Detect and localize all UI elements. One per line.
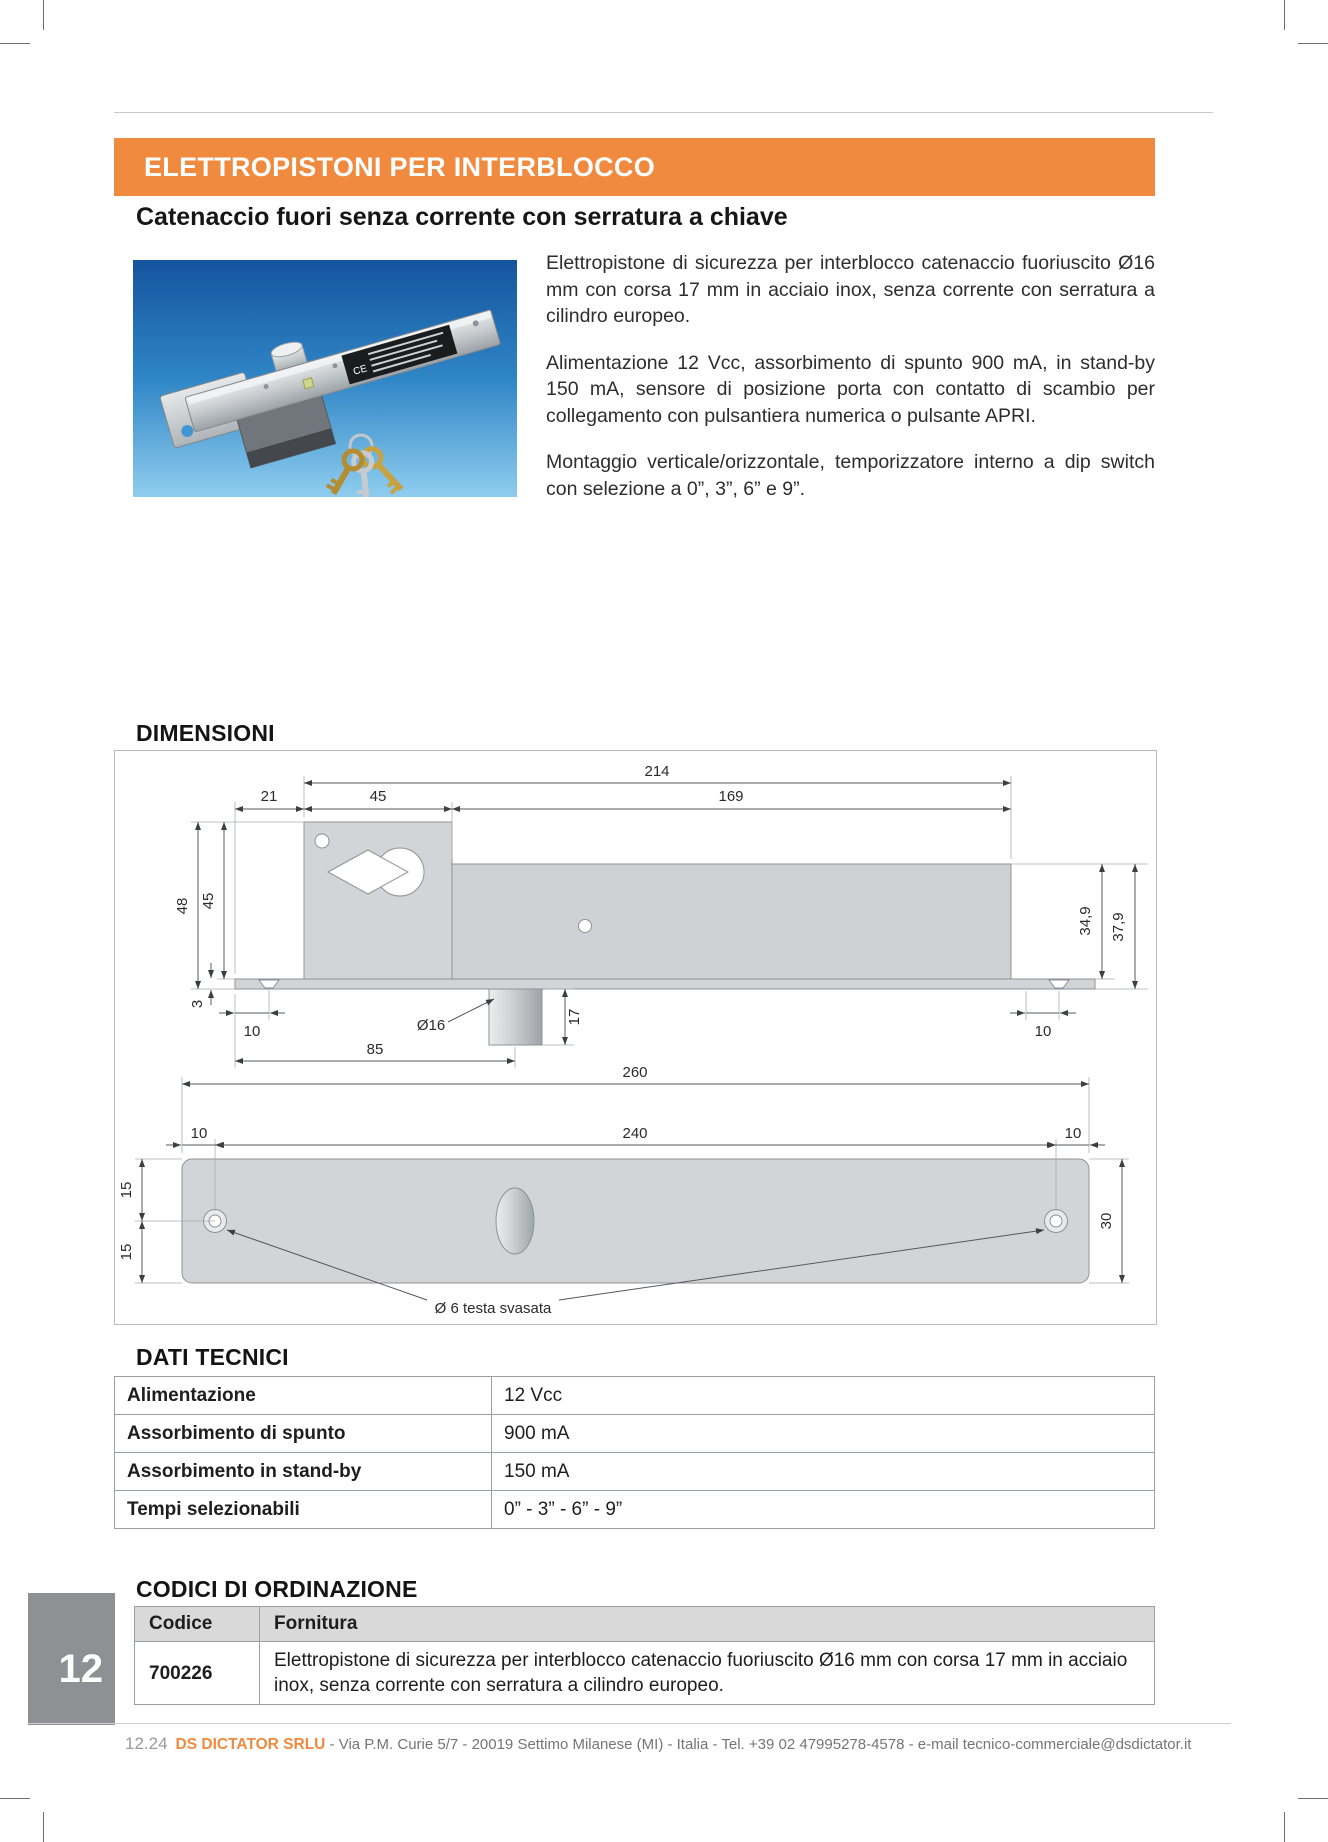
dim-45-top: 45 bbox=[369, 788, 387, 805]
tech-data-heading: DATI TECNICI bbox=[136, 1344, 289, 1370]
order-supply: Elettropistone di sicurezza per interblocco catenaccio fuoriuscito Ø16 mm con corsa 17 mm in acciaio inox, senza corrente con serratura a cilindro europeo. bbox=[260, 1642, 1155, 1705]
dim-34-9: 34,9 bbox=[1077, 906, 1094, 936]
dim-15-bottom: 15 bbox=[118, 1243, 135, 1261]
product-description bbox=[546, 250, 1155, 522]
dim-3: 3 bbox=[189, 999, 206, 1009]
table-header-row bbox=[135, 1607, 1155, 1642]
dim-diameter-16: Ø16 bbox=[416, 1017, 446, 1034]
description-paragraph-2: Alimentazione 12 Vcc, assorbimento di spunto 900 mA, in stand-by 150 mA, sensore di posizione porta con contatto di scambio per collegamento con pulsantiera numerica o pulsante APRI. bbox=[546, 351, 1155, 427]
tech-value: 12 Vcc bbox=[492, 1377, 1155, 1415]
countersunk-hole-note: Ø 6 testa svasata bbox=[434, 1300, 552, 1317]
order-col-code: Codice bbox=[135, 1607, 260, 1642]
dim-10-left: 10 bbox=[243, 1023, 261, 1040]
top-divider bbox=[114, 112, 1213, 113]
description-paragraph-1: Elettropistone di sicurezza per interblocco catenaccio fuoriuscito Ø16 mm con corsa 17 mm in acciaio inox, senza corrente con serratura a cilindro europeo. bbox=[546, 252, 1155, 327]
side-view bbox=[235, 822, 1095, 1045]
dim-15-top: 15 bbox=[118, 1181, 135, 1199]
product-subtitle: Catenaccio fuori senza corrente con serratura a chiave bbox=[136, 203, 788, 231]
dim-37-9: 37,9 bbox=[1110, 912, 1127, 942]
bolt bbox=[489, 989, 542, 1045]
dimension-drawing bbox=[115, 751, 1156, 1324]
dim-45-left: 45 bbox=[200, 892, 217, 910]
section-header-bar bbox=[114, 138, 1155, 196]
order-codes-heading: CODICI DI ORDINAZIONE bbox=[136, 1576, 418, 1602]
table-row bbox=[135, 1642, 1155, 1705]
order-col-supply: Fornitura bbox=[260, 1607, 1155, 1642]
dim-10-right: 10 bbox=[1034, 1023, 1052, 1040]
tech-value: 150 mA bbox=[492, 1453, 1155, 1491]
tech-label: Assorbimento in stand-by bbox=[115, 1453, 492, 1491]
company-name: DS DICTATOR SRLU bbox=[175, 1736, 326, 1753]
product-photo bbox=[133, 260, 517, 497]
dim-169: 169 bbox=[718, 788, 744, 805]
table-row bbox=[115, 1491, 1155, 1529]
order-code: 700226 bbox=[135, 1642, 260, 1705]
dim-260: 260 bbox=[622, 1064, 648, 1081]
table-row bbox=[115, 1415, 1155, 1453]
tech-label: Tempi selezionabili bbox=[115, 1491, 492, 1529]
footer bbox=[125, 1734, 1191, 1754]
dimensions-heading: DIMENSIONI bbox=[136, 720, 275, 746]
chapter-tab bbox=[28, 1593, 115, 1725]
table-row bbox=[115, 1377, 1155, 1415]
dim-85: 85 bbox=[366, 1041, 384, 1058]
ce-mark: CE bbox=[352, 363, 369, 378]
dim-10-plan-right: 10 bbox=[1064, 1125, 1082, 1142]
tech-label: Alimentazione bbox=[115, 1377, 492, 1415]
tech-value: 900 mA bbox=[492, 1415, 1155, 1453]
section-title: ELETTROPISTONI PER INTERBLOCCO bbox=[144, 151, 656, 182]
chapter-number: 12 bbox=[58, 1647, 103, 1691]
page-number: 12.24 bbox=[125, 1734, 168, 1753]
dimension-drawing-box bbox=[114, 750, 1157, 1325]
tech-data-table bbox=[114, 1376, 1155, 1529]
order-codes-table bbox=[134, 1606, 1155, 1705]
dim-214: 214 bbox=[644, 763, 670, 780]
description-paragraph-3: Montaggio verticale/orizzontale, temporizzatore interno a dip switch con selezione a 0”, 3”, 6” e 9”. bbox=[546, 451, 1155, 500]
tech-value: 0” - 3” - 6” - 9” bbox=[492, 1491, 1155, 1529]
company-address: - Via P.M. Curie 5/7 - 20019 Settimo Milanese (MI) - Italia - Tel. +39 02 47995278-4578 - e-mail tecnico-commerciale@dsdictator.it bbox=[329, 1736, 1192, 1753]
footer-divider bbox=[27, 1723, 1231, 1724]
dim-48: 48 bbox=[174, 897, 191, 915]
tech-label: Assorbimento di spunto bbox=[115, 1415, 492, 1453]
dim-240: 240 bbox=[622, 1125, 648, 1142]
dim-17: 17 bbox=[566, 1008, 583, 1026]
dim-21: 21 bbox=[260, 788, 278, 805]
dim-10-plan-left: 10 bbox=[190, 1125, 208, 1142]
bolt-hole bbox=[496, 1188, 534, 1254]
table-row bbox=[115, 1453, 1155, 1491]
dim-30: 30 bbox=[1098, 1212, 1115, 1230]
plan-view bbox=[182, 1159, 1089, 1283]
